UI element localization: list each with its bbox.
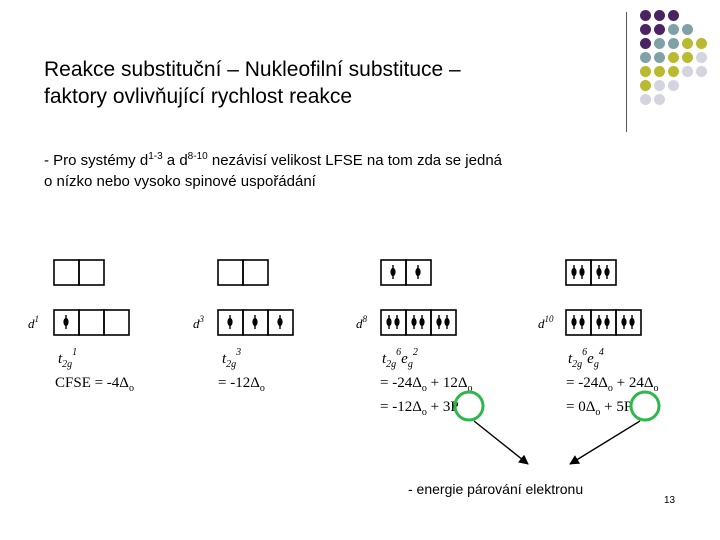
dot [696, 52, 707, 63]
dot [640, 10, 651, 21]
eg-box [591, 260, 616, 285]
orbital-diagrams [0, 250, 720, 470]
bullet-text [44, 146, 624, 192]
eg-box [79, 260, 104, 285]
dot [668, 80, 679, 91]
t2g-box [431, 310, 456, 335]
bullet-prefix: - Pro systémy d [44, 152, 149, 169]
t2g-box [104, 310, 129, 335]
title-line-1: Reakce substituční – Nukleofilní substituce – [44, 58, 461, 81]
slide-title [44, 56, 604, 110]
config-d3: $t_{2g}^3$ [222, 347, 242, 370]
label-d3: $d^3$ [193, 314, 204, 331]
dot [668, 10, 679, 21]
title-line-2: faktory ovlivňující rychlost reakce [44, 85, 353, 108]
dot [668, 66, 679, 77]
dot [696, 66, 707, 77]
bullet-sup-2: 8-10 [187, 151, 208, 162]
t2g-box [616, 310, 641, 335]
dot [654, 80, 665, 91]
highlight-circle-3p [455, 392, 483, 420]
dot [640, 38, 651, 49]
label-d1: $d^1$ [28, 314, 39, 331]
bullet-mid: a d [162, 152, 188, 169]
footnote-text: - energie párování elektronu [408, 481, 584, 497]
dot [654, 94, 665, 105]
t2g-box [381, 310, 406, 335]
dot [682, 66, 693, 77]
dot [654, 38, 665, 49]
bullet-line-2: o nízko nebo vysoko spinové uspořádání [44, 173, 316, 190]
bullet-sup-1: 1-3 [148, 151, 163, 162]
dot [696, 38, 707, 49]
cfse-d3: = $-12\Delta_o$ [218, 375, 265, 394]
eg-box [243, 260, 268, 285]
eg-box [566, 260, 591, 285]
page-number: 13 [664, 495, 676, 506]
dot [682, 52, 693, 63]
dot [654, 52, 665, 63]
eg-box [218, 260, 243, 285]
lfse-d8-line2: = $-12\Delta_o + 3P$ [380, 399, 459, 418]
config-d8: $t_{2g}^6e_g^2$ [382, 347, 418, 370]
dot [682, 24, 693, 35]
dot [682, 38, 693, 49]
cfse-d1: CFSE = $-4\Delta_o$ [55, 375, 134, 394]
dot [654, 66, 665, 77]
bullet-rest: nezávisí velikost LFSE na tom zda se jedná [207, 152, 503, 169]
divider-line [626, 12, 627, 132]
label-d10: $d^{10}$ [538, 314, 554, 331]
t2g-box [406, 310, 431, 335]
dot [640, 94, 651, 105]
dot [640, 52, 651, 63]
eg-box [54, 260, 79, 285]
config-d10: $t_{2g}^6e_g^4$ [568, 347, 604, 370]
dot [654, 24, 665, 35]
arrow-from-5p [570, 421, 640, 464]
lfse-d10-line1: = $-24\Delta_o + 24\Delta_o$ [566, 375, 659, 394]
dot [640, 66, 651, 77]
dot [668, 52, 679, 63]
t2g-box [79, 310, 104, 335]
label-d8: $d^8$ [356, 314, 367, 331]
t2g-box [591, 310, 616, 335]
dot [668, 38, 679, 49]
dot [640, 24, 651, 35]
lfse-d8-line1: = $-24\Delta_o + 12\Delta_o$ [380, 375, 473, 394]
config-d1: $t_{2g}^1$ [58, 347, 78, 370]
dot [668, 24, 679, 35]
dot [654, 10, 665, 21]
dot [640, 80, 651, 91]
lfse-d10-line2: = $0\Delta_o + 5P$ [566, 399, 633, 418]
arrow-from-3p [474, 421, 528, 464]
highlight-circle-5p [631, 392, 659, 420]
t2g-box [566, 310, 591, 335]
